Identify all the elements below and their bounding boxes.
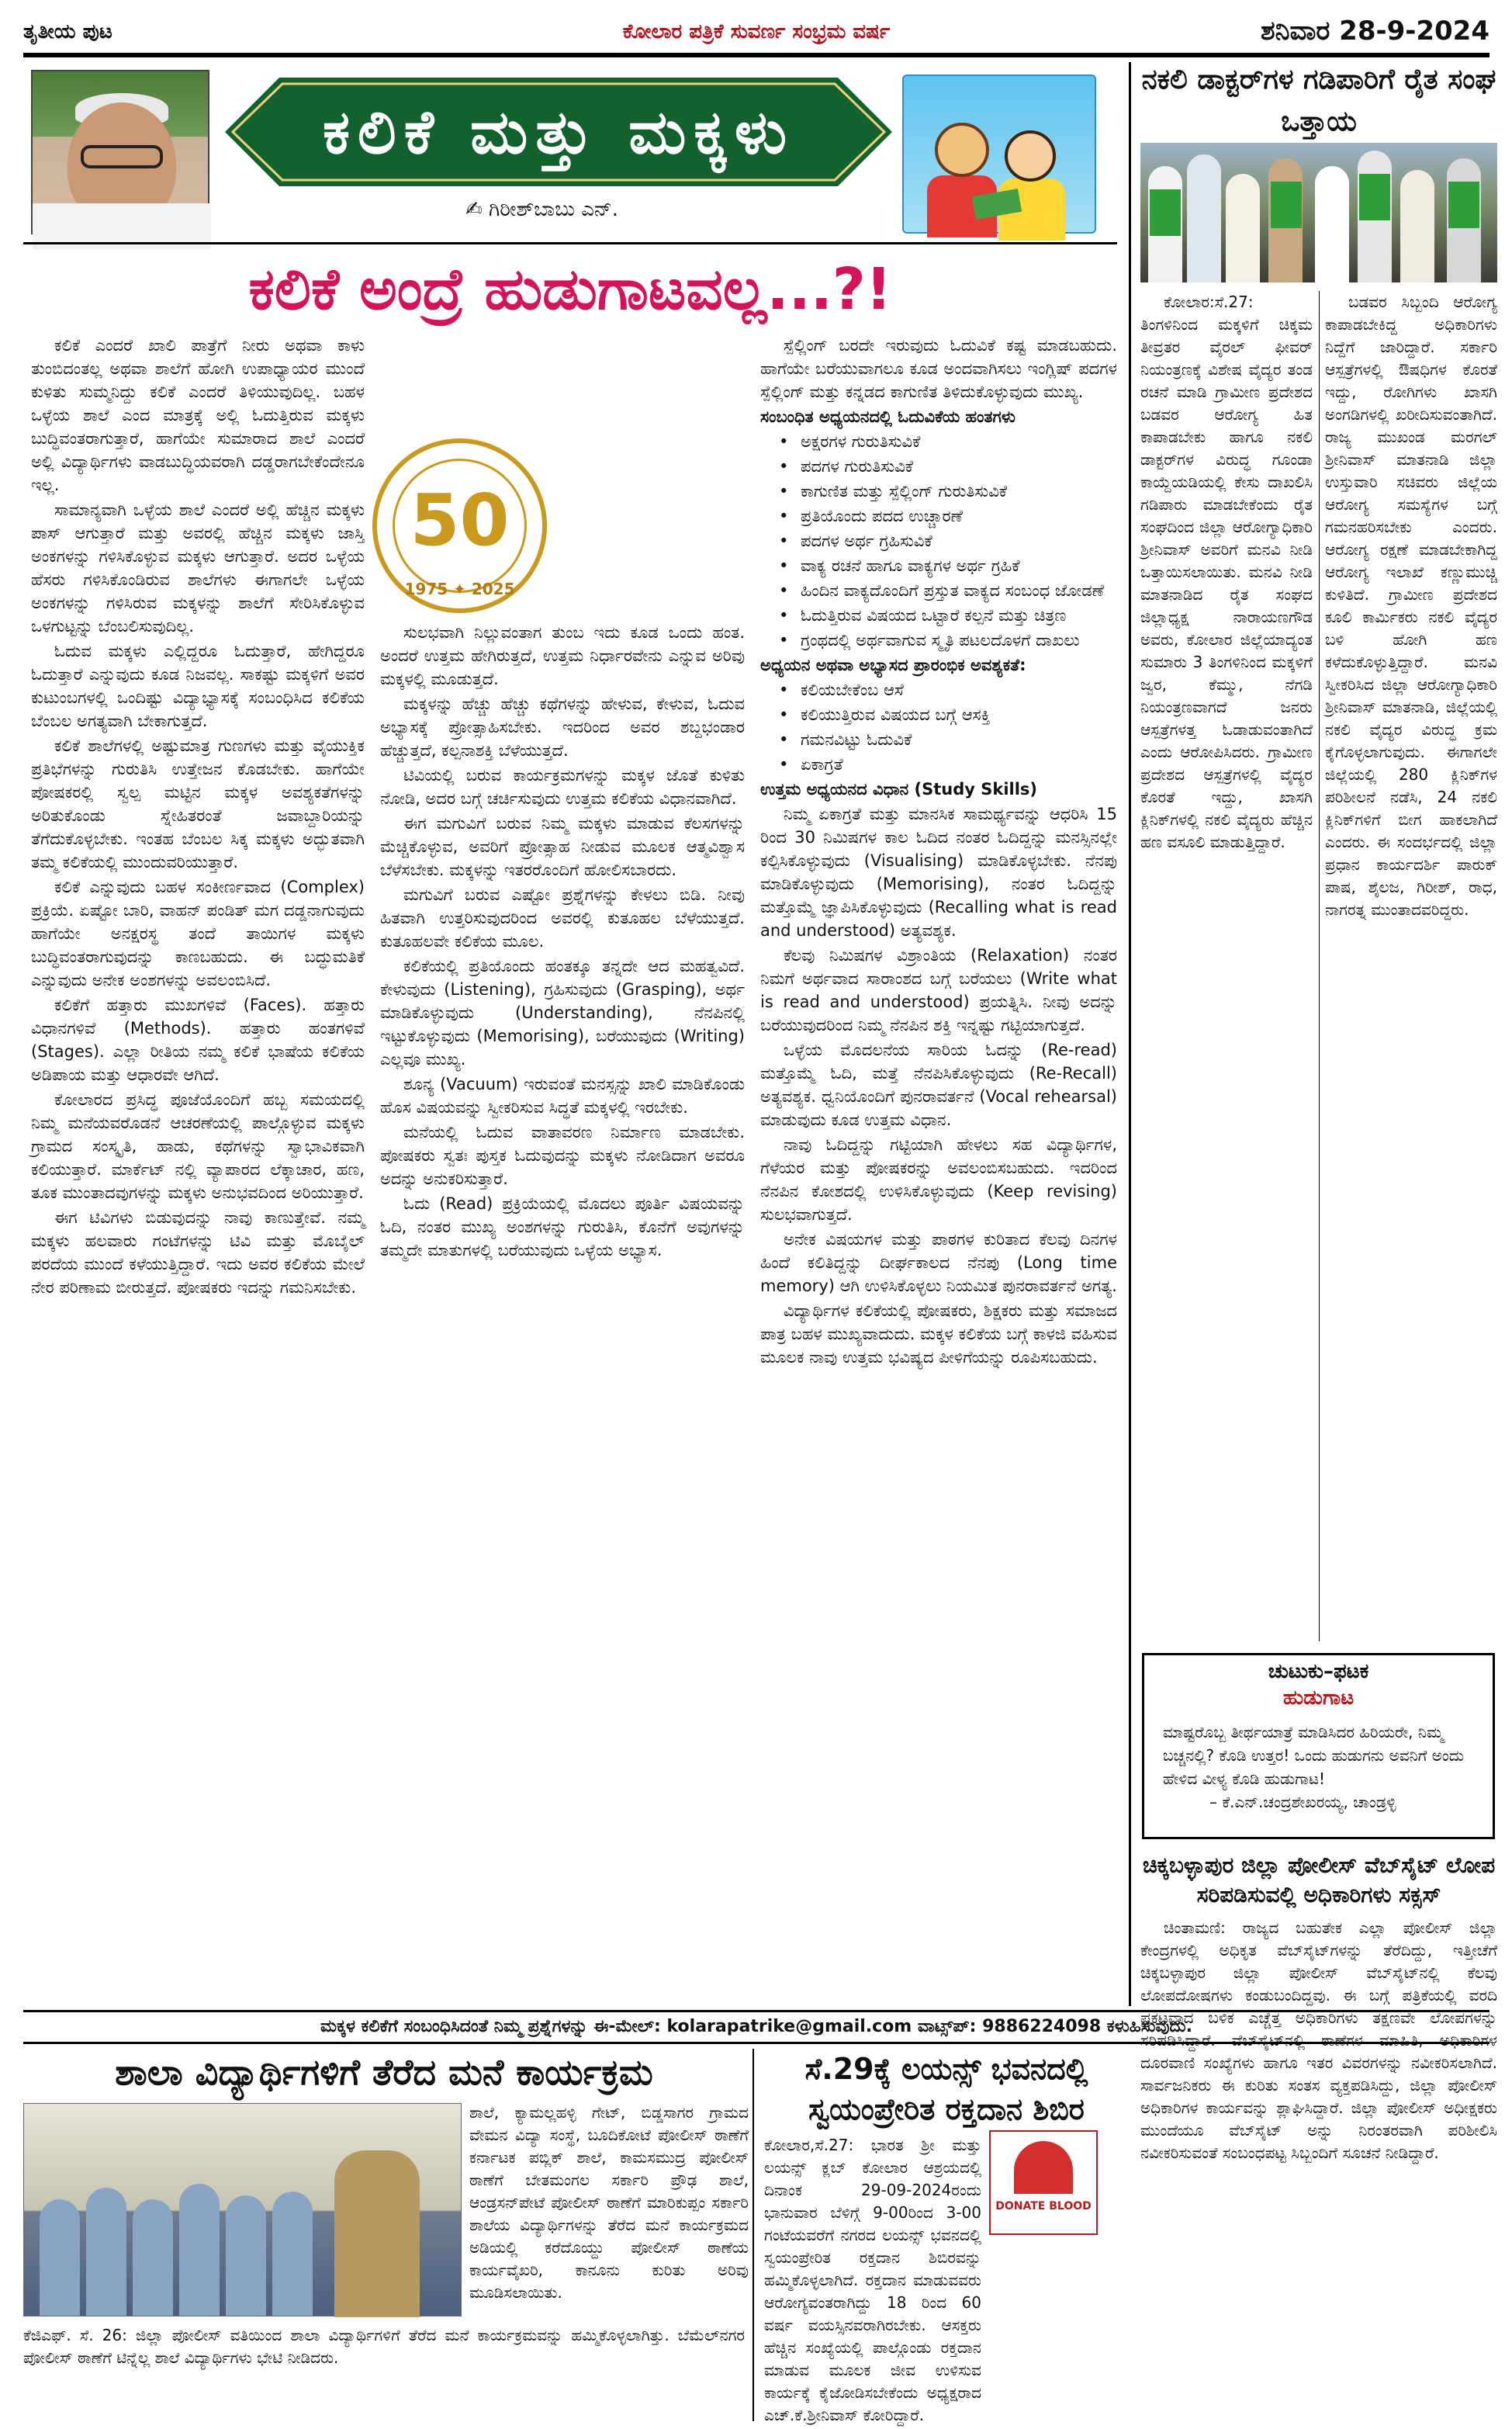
paragraph: ಈಗ ಮಗುವಿಗೆ ಬರುವ ನಿಮ್ಮ ಮಕ್ಕಳು ಮಾಡುವ ಕೆಲಸಗಳನ್ನು ಮೆಚ್ಚಿಕೊಳ್ಳುವ, ಅವರಿಗೆ ಪ್ರೋತ್ಸಾಹ ನೀಡುವ ಮೂಲಕ ಆತ್ಮವಿಶ್ವಾಸ ಬೆಳೆಸಬೇಕು. ಮಕ್ಕಳನ್ನು ಇತರರೊಂದಿಗೆ ಹೋಲಿಸಬಾರದು. (380, 814, 745, 879)
paragraph: ಕೋಲಾರದ ಪ್ರಸಿದ್ಧ ಪೂಜೆಯೊಂದಿಗೆ ಹಬ್ಬ ಸಮಯದಲ್ಲಿ ನಿಮ್ಮ ಮನೆಯವರೊಡನೆ ಆಚರಣೆಯಲ್ಲಿ ಪಾಲ್ಗೊಳ್ಳುವ ಮಕ್ಕಳು ಗ್ರಾಮದ ಸಂಸ್ಕೃತಿ, ಹಾಡು, ಕಥೆಗಳನ್ನು ಸ್ವಾಭಾವಿಕವಾಗಿ ಕಲಿಯುತ್ತಾರೆ. ಮಾರ್ಕೆಟ್ ನಲ್ಲಿ ವ್ಯಾಪಾರದ ಲೆಕ್ಕಾಚಾರ, ಹಣ, ತೂಕ ಮುಂತಾದವುಗಳನ್ನು ಮಕ್ಕಳು ಅನುಭವದಿಂದ ಅರಿಯುತ್ತಾರೆ. (31, 1090, 365, 1202)
donate-blood-icon (989, 2130, 1098, 2235)
sidebar-divider (1129, 62, 1131, 2006)
header-slogan: ಕೋಲಾರ ಪತ್ರಿಕೆ ಸುವರ್ಣ ಸಂಭ್ರಮ ವರ್ಷ (622, 20, 891, 43)
farmers-protest-photo (1140, 143, 1497, 282)
list-item: • ವಾಕ್ಯ ರಚನೆ ಹಾಗೂ ವಾಕ್ಯಗಳ ಅರ್ಥ ಗ್ರಹಿಕೆ (760, 554, 1117, 577)
blood-camp-text: ಕೋಲಾರ,ಸೆ.27: ಭಾರತ ಶ್ರೀ ಮತ್ತು ಲಯನ್ಸ್ ಕ್ಲಬ್ ಕೋಲಾರ ಆಶ್ರಯದಲ್ಲಿ ದಿನಾಂಕ 29-09-2024ರಂದು ಭಾನುವಾರ ಬೆಳಿಗ್ಗೆ 9-00ರಿಂದ 3-00 ಗಂಟೆಯವರೆಗೆ ನಗರದ ಲಯನ್ಸ್ ಭವನದಲ್ಲಿ ಸ್ವಯಂಪ್ರೇರಿತ ರಕ್ತದಾನ ಶಿಬಿರವನ್ನು ಹಮ್ಮಿಕೊಳ್ಳಲಾಗಿದೆ. ರಕ್ತದಾನ ಮಾಡುವವರು ಆರೋಗ್ಯವಂತರಾಗಿದ್ದು 18 ರಿಂದ 60 ವರ್ಷ ವಯಸ್ಸಿನವರಾಗಿರಬೇಕು. ಆಸಕ್ತರು ಹೆಚ್ಚಿನ ಸಂಖ್ಯೆಯಲ್ಲಿ ಪಾಲ್ಗೊಂಡು ರಕ್ತದಾನ ಮಾಡುವ ಮೂಲಕ ಜೀವ ಉಳಿಸುವ ಕಾರ್ಯಕ್ಕೆ ಕೈಜೋಡಿಸಬೇಕೆಂದು ಅಧ್ಯಕ್ಷರಾದ ಎಚ್.ಕೆ.ಶ್ರೀನಿವಾಸ್ ಕೋರಿದ್ದಾರೆ. (764, 2136, 981, 2424)
paragraph: ಮಕ್ಕಳನ್ನು ಹೆಚ್ಚು ಹೆಚ್ಚು ಕಥೆಗಳನ್ನು ಹೇಳುವ, ಕೇಳುವ, ಓದುವ ಅಭ್ಯಾಸಕ್ಕೆ ಪ್ರೋತ್ಸಾಹಿಸಬೇಕು. ಇದರಿಂದ ಅವರ ಶಬ್ದಭಂಡಾರ ಹೆಚ್ಚುತ್ತದೆ, ಕಲ್ಪನಾಶಕ್ತಿ ಬೆಳೆಯುತ್ತದೆ. (380, 695, 745, 760)
police-website-text (1140, 1917, 1497, 2162)
list-item: • ಅಕ್ಷರಗಳ ಗುರುತಿಸುವಿಕೆ (760, 430, 1117, 453)
paragraph: ಸ್ಪೆಲ್ಲಿಂಗ್ ಬರದೇ ಇರುವುದು ಓದುವಿಕೆ ಕಷ್ಟ ಮಾಡಬಹುದು. ಹಾಗೆಯೇ ಬರೆಯುವಾಗಲೂ ಕೂಡ ಅಂದವಾಗಿಸಲು ಇಂಗ್ಲಿಷ್ ಪದಗಳ ಸ್ಪೆಲ್ಲಿಂಗ್ ಮತ್ತು ಕನ್ನಡದ ಕಾಗುಣಿತ ತಿಳಿದುಕೊಳ್ಳುವುದು ಮುಖ್ಯ. (760, 336, 1117, 401)
paragraph: ಕಲಿಕೆ ಶಾಲೆಗಳಲ್ಲಿ ಅಷ್ಟುಮಾತ್ರ ಗುಣಗಳು ಮತ್ತು ವೈಯುಕ್ತಿಕ ಪ್ರತಿಭೆಗಳನ್ನು ಗುರುತಿಸಿ ಉತ್ತೇಜನ ಕೊಡಬೇಕು. ಹಾಗೆಯೇ ಪೋಷಕರಲ್ಲಿ ಸ್ವಲ್ಪ ಮಟ್ಟಿನ ಮಕ್ಕಳ ಅವಶ್ಯಕತೆಗಳನ್ನು ಅರಿತುಕೊಂಡು ಸ್ನೇಹಿತರಂತೆ ಜವಾಬ್ದಾರಿಯನ್ನು ತೆಗೆದುಕೊಳ್ಳಬೇಕು. ಇಂತಹ ಬೆಂಬಲ ಸಿಕ್ಕ ಮಕ್ಕಳು ಅದ್ಭುತವಾಗಿ ತಮ್ಮ ಕಲಿಕೆಯಲ್ಲಿ ಮುಂದುವರಿಯುತ್ತಾರೆ. (31, 736, 365, 871)
paragraph: ಸುಲಭವಾಗಿ ನಿಲ್ಲುವಂತಾಗ ತುಂಬ ಇದು ಕೂಡ ಒಂದು ಹಂತ. ಅಂದರೆ ಉತ್ತಮ ಹೇಗಿರುತ್ತದೆ, ಉತ್ತಮ ನಿರ್ಧಾರವೇನು ಎನ್ನುವ ಅರಿವು ಮಕ್ಕಳಲ್ಲಿ ಮೂಡುತ್ತದೆ. (380, 623, 745, 688)
sidebar-column-a (1140, 291, 1313, 1641)
poem-subtitle: ಹುಡುಗಾಟ (1282, 1686, 1355, 1710)
article-column-3 (760, 334, 1117, 2002)
sidebar-column-b (1325, 291, 1497, 1641)
golden-jubilee-logo: 50 1975 ✦ 2025 (372, 438, 547, 613)
article-column-1 (31, 334, 365, 2002)
contact-bar: ಮಕ್ಕಳ ಕಲಿಕೆಗೆ ಸಂಬಂಧಿಸಿದಂತೆ ನಿಮ್ಮ ಪ್ರಶ್ನೆಗಳನ್ನು ಈ-ಮೇಲ್: kolarapatrike@gmail.com ವಾಟ್ಸ್‌ಪ್: 9886224098 ಕಳುಹಿಸುವುದು. (23, 2010, 1490, 2044)
poem-author: – ಕೆ.ಎನ್.ಚಂದ್ರಶೇಖರಯ್ಯ, ಚಾಂಡ್ರಳ್ಳಿ (1209, 1793, 1396, 1811)
paragraph: ಕಲಿಕೆ ಎಂದರೆ ಖಾಲಿ ಪಾತ್ರೆಗೆ ನೀರು ಅಥವಾ ಕಾಳು ತುಂಬಿದಂತಲ್ಲ ಅಥವಾ ಶಾಲೆಗೆ ಹೋಗಿ ಉಪಾಧ್ಯಾಯರ ಮುಂದೆ ಕುಳಿತು ಸುಮ್ಮನಿದ್ದು ಕಲಿಕೆ ಎಂದರೆ ತಿಳಿಯುವುದಿಲ್ಲ. ಬಹಳ ಒಳ್ಳೆಯ ಶಾಲೆ ಎಂದ ಮಾತ್ರಕ್ಕೆ ಅಲ್ಲಿ ಓದುತ್ತಿರುವ ಮಕ್ಕಳು ಬುದ್ಧಿವಂತರಾಗುತ್ತಾರೆ, ಹಾಗೆಯೇ ಸುಮಾರಾದ ಶಾಲೆ ಎಂದರೆ ಅಲ್ಲಿ ವಿದ್ಯಾರ್ಥಿಗಳು ವಾಡಬುದ್ಧಿಯವರಾಗಿ ದಡ್ಡರಾಗಬೇಕೆಂದೇನೂ ಇಲ್ಲ. (31, 336, 365, 494)
paragraph: ಅನೇಕ ವಿಷಯಗಳ ಮತ್ತು ಪಾಠಗಳ ಕುರಿತಾದ ಕೆಲವು ದಿನಗಳ ಹಿಂದೆ ಕಲಿತಿದ್ದನ್ನು ದೀರ್ಘಕಾಲದ ನೆನಪು (Long time memory) ಆಗಿ ಉಳಿಸಿಕೊಳ್ಳಲು ನಿಯಮಿತ ಪುನರಾವರ್ತನೆ ಅಗತ್ಯ. (760, 1230, 1117, 1295)
list-item: • ಕಾಗುಣಿತ ಮತ್ತು ಸ್ಪೆಲ್ಲಿಂಗ್ ಗುರುತಿಸುವಿಕೆ (760, 480, 1117, 503)
paragraph: ಕಲಿಕೆಯಲ್ಲಿ ಪ್ರತಿಯೊಂದು ಹಂತಕ್ಕೂ ತನ್ನದೇ ಆದ ಮಹತ್ವವಿದೆ. ಕೇಳುವುದು (Listening), ಗ್ರಹಿಸುವುದು (Grasping), ಅರ್ಥ ಮಾಡಿಕೊಳ್ಳುವುದು (Understanding), ನೆನಪಿನಲ್ಲಿ ಇಟ್ಟುಕೊಳ್ಳುವುದು (Memorising), ಬರೆಯುವುದು (Writing) ಎಲ್ಲವೂ ಮುಖ್ಯ. (380, 957, 745, 1069)
subheading: ಅಧ್ಯಯನ ಅಥವಾ ಅಭ್ಯಾಸದ ಪ್ರಾರಂಭಿಕ ಅವಶ್ಯಕತೆ: (760, 656, 1026, 674)
sidebar-col-divider (1319, 291, 1320, 1641)
paragraph: ನಾವು ಓದಿದ್ದನ್ನು ಗಟ್ಟಿಯಾಗಿ ಹೇಳಲು ಸಹ ವಿದ್ಯಾರ್ಥಿಗಳ, ಗೆಳೆಯರ ಮತ್ತು ಪೋಷಕರನ್ನು ಅವಲಂಬಿಸಬಹುದು. ಇದರಿಂದ ನೆನಪಿನ ಕೋಶದಲ್ಲಿ ಉಳಿಸಿಕೊಳ್ಳುವುದು (Keep revising) ಸುಲಭವಾಗುತ್ತದೆ. (760, 1135, 1117, 1224)
page-header (23, 14, 1490, 57)
list-item: • ಕಲಿಯಬೇಕೆಂಬ ಆಸೆ (760, 678, 1117, 702)
paragraph: ಸಾಮಾನ್ಯವಾಗಿ ಒಳ್ಳೆಯ ಶಾಲೆ ಎಂದರೆ ಅಲ್ಲಿ ಹೆಚ್ಚಿನ ಮಕ್ಕಳು ಪಾಸ್ ಆಗುತ್ತಾರೆ ಮತ್ತು ಅವರಲ್ಲಿ ಹೆಚ್ಚಿನ ಮಕ್ಕಳು ಜಾಸ್ತಿ ಅಂಕಗಳನ್ನು ಗಳಿಸಿಕೊಳ್ಳುವ ಮಕ್ಕಳು ಆಗುತ್ತಾರೆ. ಅದರ ಒಳ್ಳೆಯ ಹೆಸರು ಗಳಿಸಿಕೊಂಡಿರುವ ಶಾಲೆಗಳು ಈಗಾಗಲೇ ಒಳ್ಳೆಯ ಅಂಕಗಳನ್ನು ಗಳಿಸಿರುವ ಮಕ್ಕಳನ್ನು ಶಾಲೆಗೆ ಸೇರಿಸಿಕೊಳ್ಳುವ ಒಳಗುಟ್ಟನ್ನು ಬೆಂಬಲಿಸುವುದಿಲ್ಲ. (31, 501, 365, 636)
list-item: • ಪದಗಳ ಗುರುತಿಸುವಿಕೆ (760, 455, 1117, 478)
list-item: • ಓದುತ್ತಿರುವ ವಿಷಯದ ಒಟ್ಟಾರೆ ಕಲ್ಪನೆ ಮತ್ತು ಚಿತ್ರಣ (760, 604, 1117, 627)
poem-box (1142, 1653, 1495, 1839)
page-label: ತೃತೀಯ ಪುಟ (23, 20, 112, 43)
paragraph: ಓದುವ ಮಕ್ಕಳು ಎಲ್ಲಿದ್ದರೂ ಓದುತ್ತಾರೆ, ಹೇಗಿದ್ದರೂ ಓದುತ್ತಾರೆ ಎನ್ನುವುದು ಕೂಡ ನಿಜವಲ್ಲ. ಸಾಕಷ್ಟು ಮಕ್ಕಳಿಗೆ ಅವರ ಕುಟುಂಬಗಳಲ್ಲಿ ಒಂದಿಷ್ಟು ವಿದ್ಯಾಭ್ಯಾಸಕ್ಕೆ ಸಂಬಂಧಿಸಿದ ಕಲಿಕೆಯ ಬೆಂಬಲ ಅಗತ್ಯವಾಗಿ ಬೇಕಾಗುತ್ತದೆ. (31, 642, 365, 730)
poem-verse: ಮಾಷ್ಟರೊಬ್ಬ ತೀರ್ಥಯಾತ್ರೆ ಮಾಡಿಸಿದರ ಹಿರಿಯರೇ, ನಿಮ್ಮ ಬಚ್ಚನಲ್ಲಿ? ಕೊಡಿ ಉತ್ತರ! ಒಂದು ಹುಡುಗನು ಅವನಿಗೆ ಅಂದು ಹೇಳಿದ ವೀಳ್ಯ ಕೊಡಿ ಹುಡುಗಾಟ! – ಕೆ.ಎನ್.ಚಂದ್ರಶೇಖರಯ್ಯ, ಚಾಂಡ್ರಳ್ಳಿ (1163, 1723, 1465, 1811)
paragraph: ಚಿಂತಾಮಣಿ: ರಾಜ್ಯದ ಬಹುತೇಕ ಎಲ್ಲಾ ಪೋಲೀಸ್ ಜಿಲ್ಲಾ ಕೇಂದ್ರಗಳಲ್ಲಿ ಅಧಿಕೃತ ವೆಬ್‌ಸೈಟ್‌ಗಳನ್ನು ತೆರೆದಿದ್ದು, ಇತ್ತೀಚೆಗೆ ಚಿಕ್ಕಬಳ್ಳಾಪುರ ಜಿಲ್ಲಾ ಪೋಲೀಸ್ ವೆಬ್‌ಸೈಟ್‌ನಲ್ಲಿ ಕೆಲವು ಲೋಪದೋಷಗಳು ಕಂಡುಬಂದಿದ್ದವು. ಈ ಬಗ್ಗೆ ಪತ್ರಿಕೆಯಲ್ಲಿ ವರದಿ ಪ್ರಕಟವಾದ ಬಳಿಕ ಎಚ್ಚೆತ್ತ ಅಧಿಕಾರಿಗಳು ತಕ್ಷಣವೇ ಲೋಪಗಳನ್ನು ಸರಿಪಡಿಸಿದ್ದಾರೆ. ವೆಬ್‌ಸೈಟ್‌ನಲ್ಲಿ ಠಾಣೆಗಳ ಮಾಹಿತಿ, ಅಧಿಕಾರಿಗಳ ದೂರವಾಣಿ ಸಂಖ್ಯೆಗಳು ಹಾಗೂ ಇತರ ವಿವರಗಳನ್ನು ನವೀಕರಿಸಲಾಗಿದೆ. ಸಾರ್ವಜನಿಕರು ಈ ಕುರಿತು ಸಂತಸ ವ್ಯಕ್ತಪಡಿಸಿದ್ದು, ಜಿಲ್ಲಾ ಪೋಲೀಸ್ ಅಧಿಕಾರಿಗಳ ಕಾರ್ಯವನ್ನು ಶ್ಲಾಘಿಸಿದ್ದಾರೆ. ಜಿಲ್ಲಾ ಪೋಲೀಸ್ ಅಧೀಕ್ಷಕರು ಮುಂದೆಯೂ ವೆಬ್‌ಸೈಟ್ ಅನ್ನು ನಿರಂತರವಾಗಿ ಪರಿಶೀಲಿಸಿ ನವೀಕರಿಸುವಂತೆ ಸಂಬಂಧಪಟ್ಟ ಸಿಬ್ಬಂದಿಗೆ ಸೂಚನೆ ನೀಡಿದ್ದಾರೆ. (1140, 1918, 1497, 2162)
paragraph: ಒಳ್ಳೆಯ ಮೊದಲನೆಯ ಸಾರಿಯ ಓದನ್ನು (Re-read) ಮತ್ತೊಮ್ಮೆ ಓದಿ, ಮತ್ತೆ ನೆನಪಿಸಿಕೊಳ್ಳುವುದು (Re-Recall) ಅತ್ಯವಶ್ಯಕ. ಧ್ವನಿಯೊಂದಿಗೆ ಪುನರಾವರ್ತನೆ (Vocal rehearsal) ಮಾಡುವುದು ಕೂಡ ಉತ್ತಮ ವಿಧಾನ. (760, 1041, 1117, 1129)
paragraph: ಶೂನ್ಯ (Vacuum) ಇರುವಂತೆ ಮನಸ್ಸನ್ನು ಖಾಲಿ ಮಾಡಿಕೊಂಡು ಹೊಸ ವಿಷಯವನ್ನು ಸ್ವೀಕರಿಸುವ ಸಿದ್ಧತೆ ಮಕ್ಕಳಲ್ಲಿ ಇರಬೇಕು. (380, 1075, 745, 1117)
article-column-2 (380, 621, 745, 2002)
list-item: • ಗ್ರಂಥದಲ್ಲಿ ಅರ್ಥವಾಗುವ ಸ್ಮೃತಿ ಪಟಲದೊಳಗೆ ದಾಖಲು (760, 629, 1117, 652)
paragraph: ಕೆಲವು ನಿಮಿಷಗಳ ವಿಶ್ರಾಂತಿಯ (Relaxation) ನಂತರ ನಿಮಗೆ ಅರ್ಥವಾದ ಸಾರಾಂಶದ ಬಗ್ಗೆ ಬರೆಯಲು (Write what is read and understood) ಪ್ರಯತ್ನಿಸಿ. ನೀವು ಅದನ್ನು ಬರೆಯುವುದರಿಂದ ನಿಮ್ಮ ನೆನಪಿನ ಶಕ್ತಿ ಇನ್ನಷ್ಟು ಗಟ್ಟಿಯಾಗುತ್ತದೆ. (760, 946, 1117, 1034)
author-byline: ✍ ಗಿರೀಶ್‌ಬಾಬು ಎನ್. (465, 198, 619, 221)
list-item: • ಕಲಿಯುತ್ತಿರುವ ವಿಷಯದ ಬಗ್ಗೆ ಆಸಕ್ತಿ (760, 703, 1117, 726)
donate-label: DONATE BLOOD (995, 2200, 1092, 2212)
list-item: • ಪದಗಳ ಅರ್ಥ ಗ್ರಹಿಸುವಿಕೆ (760, 529, 1117, 553)
paragraph: ಕಲಿಕೆ ಎನ್ನುವುದು ಬಹಳ ಸಂಕೀರ್ಣವಾದ (Complex) ಪ್ರಕ್ರಿಯೆ. ಏಷ್ಟೋ ಬಾರಿ, ವಾಹನ್ ಪಂಡಿತ್ ಮಗ ದಡ್ಡನಾಗುವುದು ಹಾಗೆಯೇ ಅನಕ್ಷರಸ್ಥ ತಂದೆ ತಾಯಿಗಳ ಮಕ್ಕಳು ಬುದ್ಧಿವಂತರಾಗುವುದನ್ನು ಕಾಣಬಹುದು. ಈ ಬದ್ಧುಮತಿಕೆ ಎನ್ನುವುದು ಅನೇಕ ಅಂಶಗಳನ್ನು ಅವಲಂಬಿಸಿದೆ. (31, 878, 365, 989)
paragraph: ಟಿವಿಯಲ್ಲಿ ಬರುವ ಕಾರ್ಯಕ್ರಮಗಳನ್ನು ಮಕ್ಕಳ ಜೊತೆ ಕುಳಿತು ನೋಡಿ, ಅದರ ಬಗ್ಗೆ ಚರ್ಚಿಸುವುದು ಉತ್ತಮ ಕಲಿಕೆಯ ವಿಧಾನವಾಗಿದೆ. (380, 766, 745, 808)
police-website-headline: ಚಿಕ್ಕಬಳ್ಳಾಪುರ ಜಿಲ್ಲಾ ಪೋಲೀಸ್ ವೆಬ್‌ಸೈಟ್ ಲೋಪ ಸರಿಪಡಿಸುವಲ್ಲಿ ಅಧಿಕಾರಿಗಳು ಸಕ್ಸಸ್ (1142, 1852, 1496, 1908)
column-title: ಕಲಿಕೆ ಮತ್ತು ಮಕ್ಕಳು (322, 98, 795, 168)
paragraph: ಮಗುವಿಗೆ ಬರುವ ಎಷ್ಟೋ ಪ್ರಶ್ನೆಗಳನ್ನು ಕೇಳಲು ಬಿಡಿ. ನೀವು ಹಿತವಾಗಿ ಉತ್ತರಿಸುವುದರಿಂದ ಅವರಲ್ಲಿ ಕುತೂಹಲ ಬೆಳೆಯುತ್ತದೆ. ಕುತೂಹಲವೇ ಕಲಿಕೆಯ ಮೂಲ. (380, 885, 745, 951)
paragraph: ಕಲಿಕೆಗೆ ಹತ್ತಾರು ಮುಖಗಳಿವೆ (Faces). ಹತ್ತಾರು ವಿಧಾನಗಳಿವೆ (Methods). ಹತ್ತಾರು ಹಂತಗಳಿವೆ (Stages). ಎಲ್ಲಾ ರೀತಿಯ ನಮ್ಮ ಕಲಿಕೆ ಭಾಷೆಯ ಕಲಿಕೆಯ ಅಡಿಪಾಯ ಮತ್ತು ಆಧಾರವೇ ಆಗಿದೆ. (31, 996, 365, 1084)
column-banner (225, 78, 892, 186)
school-headline: ಶಾಲಾ ವಿದ್ಯಾರ್ಥಿಗಳಿಗೆ ತೆರೆದ ಮನೆ ಕಾರ್ಯಕ್ರಮ (115, 2051, 653, 2093)
poem-title: ಚುಟುಕು–ಫಟಕ (1268, 1660, 1369, 1683)
list-item: • ಗಮನವಿಟ್ಟು ಓದುವಿಕೆ (760, 728, 1117, 751)
masthead-rule (23, 242, 1117, 244)
article-headline: ಕಲಿಕೆ ಅಂದ್ರೆ ಹುಡುಗಾಟವಲ್ಲ...?! (248, 256, 892, 323)
paragraph: ಈಗ ಟಿವಿಗಳು ಬಿಡುವುದನ್ನು ನಾವು ಕಾಣುತ್ತೇವೆ. ನಮ್ಮ ಮಕ್ಕಳು ಹಲವಾರು ಗಂಟೆಗಳನ್ನು ಟಿವಿ ಮತ್ತು ಮೊಬೈಲ್ ಪರದೆಯ ಮುಂದೆ ಕಳೆಯುತ್ತಿದ್ದಾರೆ. ಇದು ಅವರ ಕಲಿಕೆಯ ಮೇಲೆ ನೇರ ಪರಿಣಾಮ ಬೀರುತ್ತದೆ. ಪೋಷಕರು ಇದನ್ನು ಗಮನಿಸಬೇಕು. (31, 1208, 365, 1297)
list-item: • ಏಕಾಗ್ರತೆ (760, 753, 1117, 776)
author-photo (31, 70, 209, 234)
subheading: ಉತ್ತಮ ಅಧ್ಯಯನದ ವಿಧಾನ (Study Skills) (760, 780, 1038, 799)
paragraph: ಓದು (Read) ಪ್ರಕ್ರಿಯೆಯಲ್ಲಿ ಮೊದಲು ಪೂರ್ತಿ ವಿಷಯವನ್ನು ಓದಿ, ನಂತರ ಮುಖ್ಯ ಅಂಶಗಳನ್ನು ಗುರುತಿಸಿ, ಕೊನೆಗೆ ಅವುಗಳನ್ನು ತಮ್ಮದೇ ಮಾತುಗಳಲ್ಲಿ ಬರೆಯುವುದು ಒಳ್ಳೆಯ ಅಭ್ಯಾಸ. (380, 1194, 745, 1260)
paragraph: ಬಡವರ ಸಿಬ್ಬಂದಿ ಆರೋಗ್ಯ ಕಾಪಾಡಬೇಕಿದ್ದ ಅಧಿಕಾರಿಗಳು ನಿದ್ದೆಗೆ ಜಾರಿದ್ದಾರೆ. ಸರ್ಕಾರಿ ಆಸ್ಪತ್ರೆಗಳಲ್ಲಿ ಔಷಧಿಗಳ ಕೊರತೆ ಇದ್ದು, ರೋಗಿಗಳು ಖಾಸಗಿ ಅಂಗಡಿಗಳಲ್ಲಿ ಖರೀದಿಸುವಂತಾಗಿದೆ. ರಾಜ್ಯ ಮುಖಂಡ ಮರಗಲ್ ಶ್ರೀನಿವಾಸ್ ಮಾತನಾಡಿ ಜಿಲ್ಲಾ ಉಸ್ತುವಾರಿ ಸಚಿವರು ಜಿಲ್ಲೆಯ ಆರೋಗ್ಯ ಸಮಸ್ಯೆಗಳ ಬಗ್ಗೆ ಗಮನಹರಿಸಬೇಕು ಎಂದರು. ಆರೋಗ್ಯ ರಕ್ಷಣೆ ಮಾಡಬೇಕಾಗಿದ್ದ ಆರೋಗ್ಯ ಇಲಾಖೆ ಕಣ್ಣುಮುಚ್ಚಿ ಕುಳಿತಿದೆ. ಗ್ರಾಮೀಣ ಪ್ರದೇಶದ ಕೂಲಿ ಕಾರ್ಮಿಕರು ನಕಲಿ ವೈದ್ಯರ ಬಳಿ ಹೋಗಿ ಹಣ ಕಳೆದುಕೊಳ್ಳುತ್ತಿದ್ದಾರೆ. ಮನವಿ ಸ್ವೀಕರಿಸಿದ ಜಿಲ್ಲಾ ಆರೋಗ್ಯಾಧಿಕಾರಿ ಶ್ರೀನಿವಾಸ್ ಮಾತನಾಡಿ, ಜಿಲ್ಲೆಯಲ್ಲಿ ನಕಲಿ ವೈದ್ಯರ ವಿರುದ್ಧ ಕ್ರಮ ಕೈಗೊಳ್ಳಲಾಗುವುದು. ಈಗಾಗಲೇ ಜಿಲ್ಲೆಯಲ್ಲಿ 280 ಕ್ಲಿನಿಕ್‌ಗಳ ಪರಿಶೀಲನೆ ನಡೆಸಿ, 24 ನಕಲಿ ಕ್ಲಿನಿಕ್‌ಗಳಿಗೆ ಬೀಗ ಹಾಕಲಾಗಿದೆ ಎಂದರು. ಈ ಸಂದರ್ಭದಲ್ಲಿ ಜಿಲ್ಲಾ ಪ್ರಧಾನ ಕಾರ್ಯದರ್ಶಿ ಪಾರುಕ್ ಪಾಷ, ಶೈಲಜ, ಗಿರೀಶ್, ರಾಧ, ನಾಗರತ್ನ ಮುಂತಾದವರಿದ್ದರು. (1325, 293, 1497, 919)
school-story-text: ಶಾಲೆ, ಕ್ಯಾಮಲ್ಲಹಳ್ಳಿ ಗೇಟ್, ಬಿಡ್ಡಸಾಗರ ಗ್ರಾಮದ ವೇಮನ ವಿದ್ಯಾ ಸಂಸ್ಥೆ, ಬೂದಿಕೋಟೆ ಪೋಲೀಸ್ ಠಾಣೆಗೆ ಕರ್ನಾಟಕ ಪಬ್ಲಿಕ್ ಶಾಲೆ, ಕಾಮಸಮುದ್ರ ಪೋಲೀಸ್ ಠಾಣೆಗೆ ಬೇತಮಂಗಲ ಸರ್ಕಾರಿ ಪ್ರೌಢ ಶಾಲೆ, ಆಂಡ್ರಸನ್‌ಪೇಟೆ ಪೋಲೀಸ್ ಠಾಣೆಗೆ ಮಾರಿಕುಪ್ಪಂ ಸರ್ಕಾರಿ ಶಾಲೆಯ ವಿದ್ಯಾರ್ಥಿಗಳನ್ನು ತೆರೆದ ಮನೆ ಕಾರ್ಯಕ್ರಮದ ಅಡಿಯಲ್ಲಿ ಕರೆದೊಯ್ದು ಪೋಲೀಸ್ ಠಾಣೆಯ ಕಾರ್ಯವೈಖರಿ, ಕಾನೂನು ಕುರಿತು ಅರಿವು ಮೂಡಿಸಲಾಯಿತು. (469, 2103, 749, 2302)
blood-camp-headline: ಸೆ.29ಕ್ಕೆ ಲಯನ್ಸ್ ಭವನದಲ್ಲಿ ಸ್ವಯಂಪ್ರೇರಿತ ರಕ್ತದಾನ ಶಿಬಿರ (804, 2052, 1088, 2126)
paragraph: ನಿಮ್ಮ ಏಕಾಗ್ರತೆ ಮತ್ತು ಮಾನಸಿಕ ಸಾಮರ್ಥ್ಯವನ್ನು ಆಧರಿಸಿ 15 ರಿಂದ 30 ನಿಮಿಷಗಳ ಕಾಲ ಓದಿದ ನಂತರ ಓದಿದ್ದನ್ನು ಮನಸ್ಸಿನಲ್ಲೇ ಕಲ್ಪಿಸಿಕೊಳ್ಳುವುದು (Visualising) ಮಾಡಿಕೊಳ್ಳಬೇಕು. ನೆನಪು ಮಾಡಿಕೊಳ್ಳುವುದು (Memorising), ನಂತರ ಓದಿದ್ದನ್ನು ಮತ್ತೊಮ್ಮೆ ಜ್ಞಾಪಿಸಿಕೊಳ್ಳುವುದು (Recalling what is read and understood) ಅತ್ಯವಶ್ಯಕ. (760, 805, 1117, 940)
paragraph: ಮನೆಯಲ್ಲಿ ಓದುವ ವಾತಾವರಣ ನಿರ್ಮಾಣ ಮಾಡಬೇಕು. ಪೋಷಕರು ಸ್ವತಃ ಪುಸ್ತಕ ಓದುವುದನ್ನು ಮಕ್ಕಳು ನೋಡಿದಾಗ ಅವರೂ ಅದನ್ನು ಅನುಕರಿಸುತ್ತಾರೆ. (380, 1123, 745, 1188)
issue-date: ಶನಿವಾರ 28-9-2024 (1260, 16, 1490, 47)
sidebar-headline: ನಕಲಿ ಡಾಕ್ಟರ್‌ಗಳ ಗಡಿಪಾರಿಗೆ ರೈತ ಸಂಘ ಒತ್ತಾಯ (1141, 64, 1496, 137)
paragraph: ಕೋಲಾರ:ಸೆ.27: ತಿಂಗಳಿನಿಂದ ಮಕ್ಕಳಿಗೆ ಚಿಕ್ಕಮ ತೀವ್ರತರ ವೈರಲ್ ಫೀವರ್ ನಿಯಂತ್ರಣಕ್ಕೆ ವಿಶೇಷ ವೈದ್ಯರ ತಂಡ ರಚನೆ ಮಾಡಿ ಗ್ರಾಮೀಣ ಪ್ರದೇಶದ ಬಡವರ ಆರೋಗ್ಯ ಹಿತ ಕಾಪಾಡಬೇಕು ಹಾಗೂ ನಕಲಿ ಡಾಕ್ಟರ್‌ಗಳ ವಿರುದ್ಧ ಗೂಂಡಾ ಕಾಯ್ದೆಯಡಿಯಲ್ಲಿ ಕೇಸು ದಾಖಲಿಸಿ ಗಡಿಪಾರು ಮಾಡಬೇಕೆಂದು ರೈತ ಸಂಘದಿಂದ ಜಿಲ್ಲಾ ಆರೋಗ್ಯಾಧಿಕಾರಿ ಶ್ರೀನಿವಾಸ್ ಅವರಿಗೆ ಮನವಿ ನೀಡಿ ಒತ್ತಾಯಿಸಲಾಯಿತು. ಮನವಿ ನೀಡಿ ಮಾತನಾಡಿದ ರೈತ ಸಂಘದ ಜಿಲ್ಲಾಧ್ಯಕ್ಷ ನಾರಾಯಣಗೌಡ ಅವರು, ಕೋಲಾರ ಜಿಲ್ಲೆಯಾದ್ಯಂತ ಸುಮಾರು 3 ತಿಂಗಳಿನಿಂದ ಮಕ್ಕಳಿಗೆ ಜ್ವರ, ಕೆಮ್ಮು, ನೆಗಡಿ ನಿಯಂತ್ರಣವಾಗದೆ ಜನರು ಆಸ್ಪತ್ರೆಗಳತ್ತ ಓಡಾಡುವಂತಾಗಿದೆ ಎಂದು ಆರೋಪಿಸಿದರು. ಗ್ರಾಮೀಣ ಪ್ರದೇಶದ ಆಸ್ಪತ್ರೆಗಳಲ್ಲಿ ವೈದ್ಯರ ಕೊರತೆ ಇದ್ದು, ಖಾಸಗಿ ಕ್ಲಿನಿಕ್‌ಗಳಲ್ಲಿ ನಕಲಿ ವೈದ್ಯರು ಹೆಚ್ಚಿನ ಹಣ ವಸೂಲಿ ಮಾಡುತ್ತಿದ್ದಾರೆ. (1140, 293, 1313, 851)
school-visit-photo (23, 2103, 462, 2316)
list-item: • ಹಿಂದಿನ ವಾಕ್ಯದೊಂದಿಗೆ ಪ್ರಸ್ತುತ ವಾಕ್ಯದ ಸಂಬಂಧ ಜೋಡಣೆ (760, 579, 1117, 602)
bottom-divider (753, 2049, 754, 2421)
list-item: • ಪ್ರತಿಯೊಂದು ಪದದ ಉಚ್ಚಾರಣೆ (760, 504, 1117, 528)
paragraph: ವಿದ್ಯಾರ್ಥಿಗಳ ಕಲಿಕೆಯಲ್ಲಿ ಪೋಷಕರು, ಶಿಕ್ಷಕರು ಮತ್ತು ಸಮಾಜದ ಪಾತ್ರ ಬಹಳ ಮುಖ್ಯವಾದುದು. ಮಕ್ಕಳ ಕಲಿಕೆಯ ಬಗ್ಗೆ ಕಾಳಜಿ ವಹಿಸುವ ಮೂಲಕ ನಾವು ಉತ್ತಮ ಭವಿಷ್ಯದ ಪೀಳಿಗೆಯನ್ನು ರೂಪಿಸಬಹುದು. (760, 1301, 1117, 1367)
subheading: ಸಂಬಂಧಿತ ಅಧ್ಯಯನದಲ್ಲಿ ಓದುವಿಕೆಯ ಹಂತಗಳು (760, 407, 1015, 426)
kids-illustration (902, 74, 1096, 234)
school-photo-caption: ಕೆಜಿಎಫ್. ಸೆ. 26: ಜಿಲ್ಲಾ ಪೋಲೀಸ್ ವತಿಯಿಂದ ಶಾಲಾ ವಿದ್ಯಾರ್ಥಿಗಳಿಗೆ ತೆರೆದ ಮನೆ ಕಾರ್ಯಕ್ರಮವನ್ನು ಹಮ್ಮಿಕೊಳ್ಳಲಾಗಿತ್ತು. ಬೆಮೆಲ್‌ನಗರ ಪೋಲೀಸ್ ಠಾಣೆಗೆ ಟಿನ್ನೆಲ್ಲ ಶಾಲೆ ವಿದ್ಯಾರ್ಥಿಗಳು ಭೇಟಿ ನೀಡಿದರು. (23, 2326, 745, 2367)
